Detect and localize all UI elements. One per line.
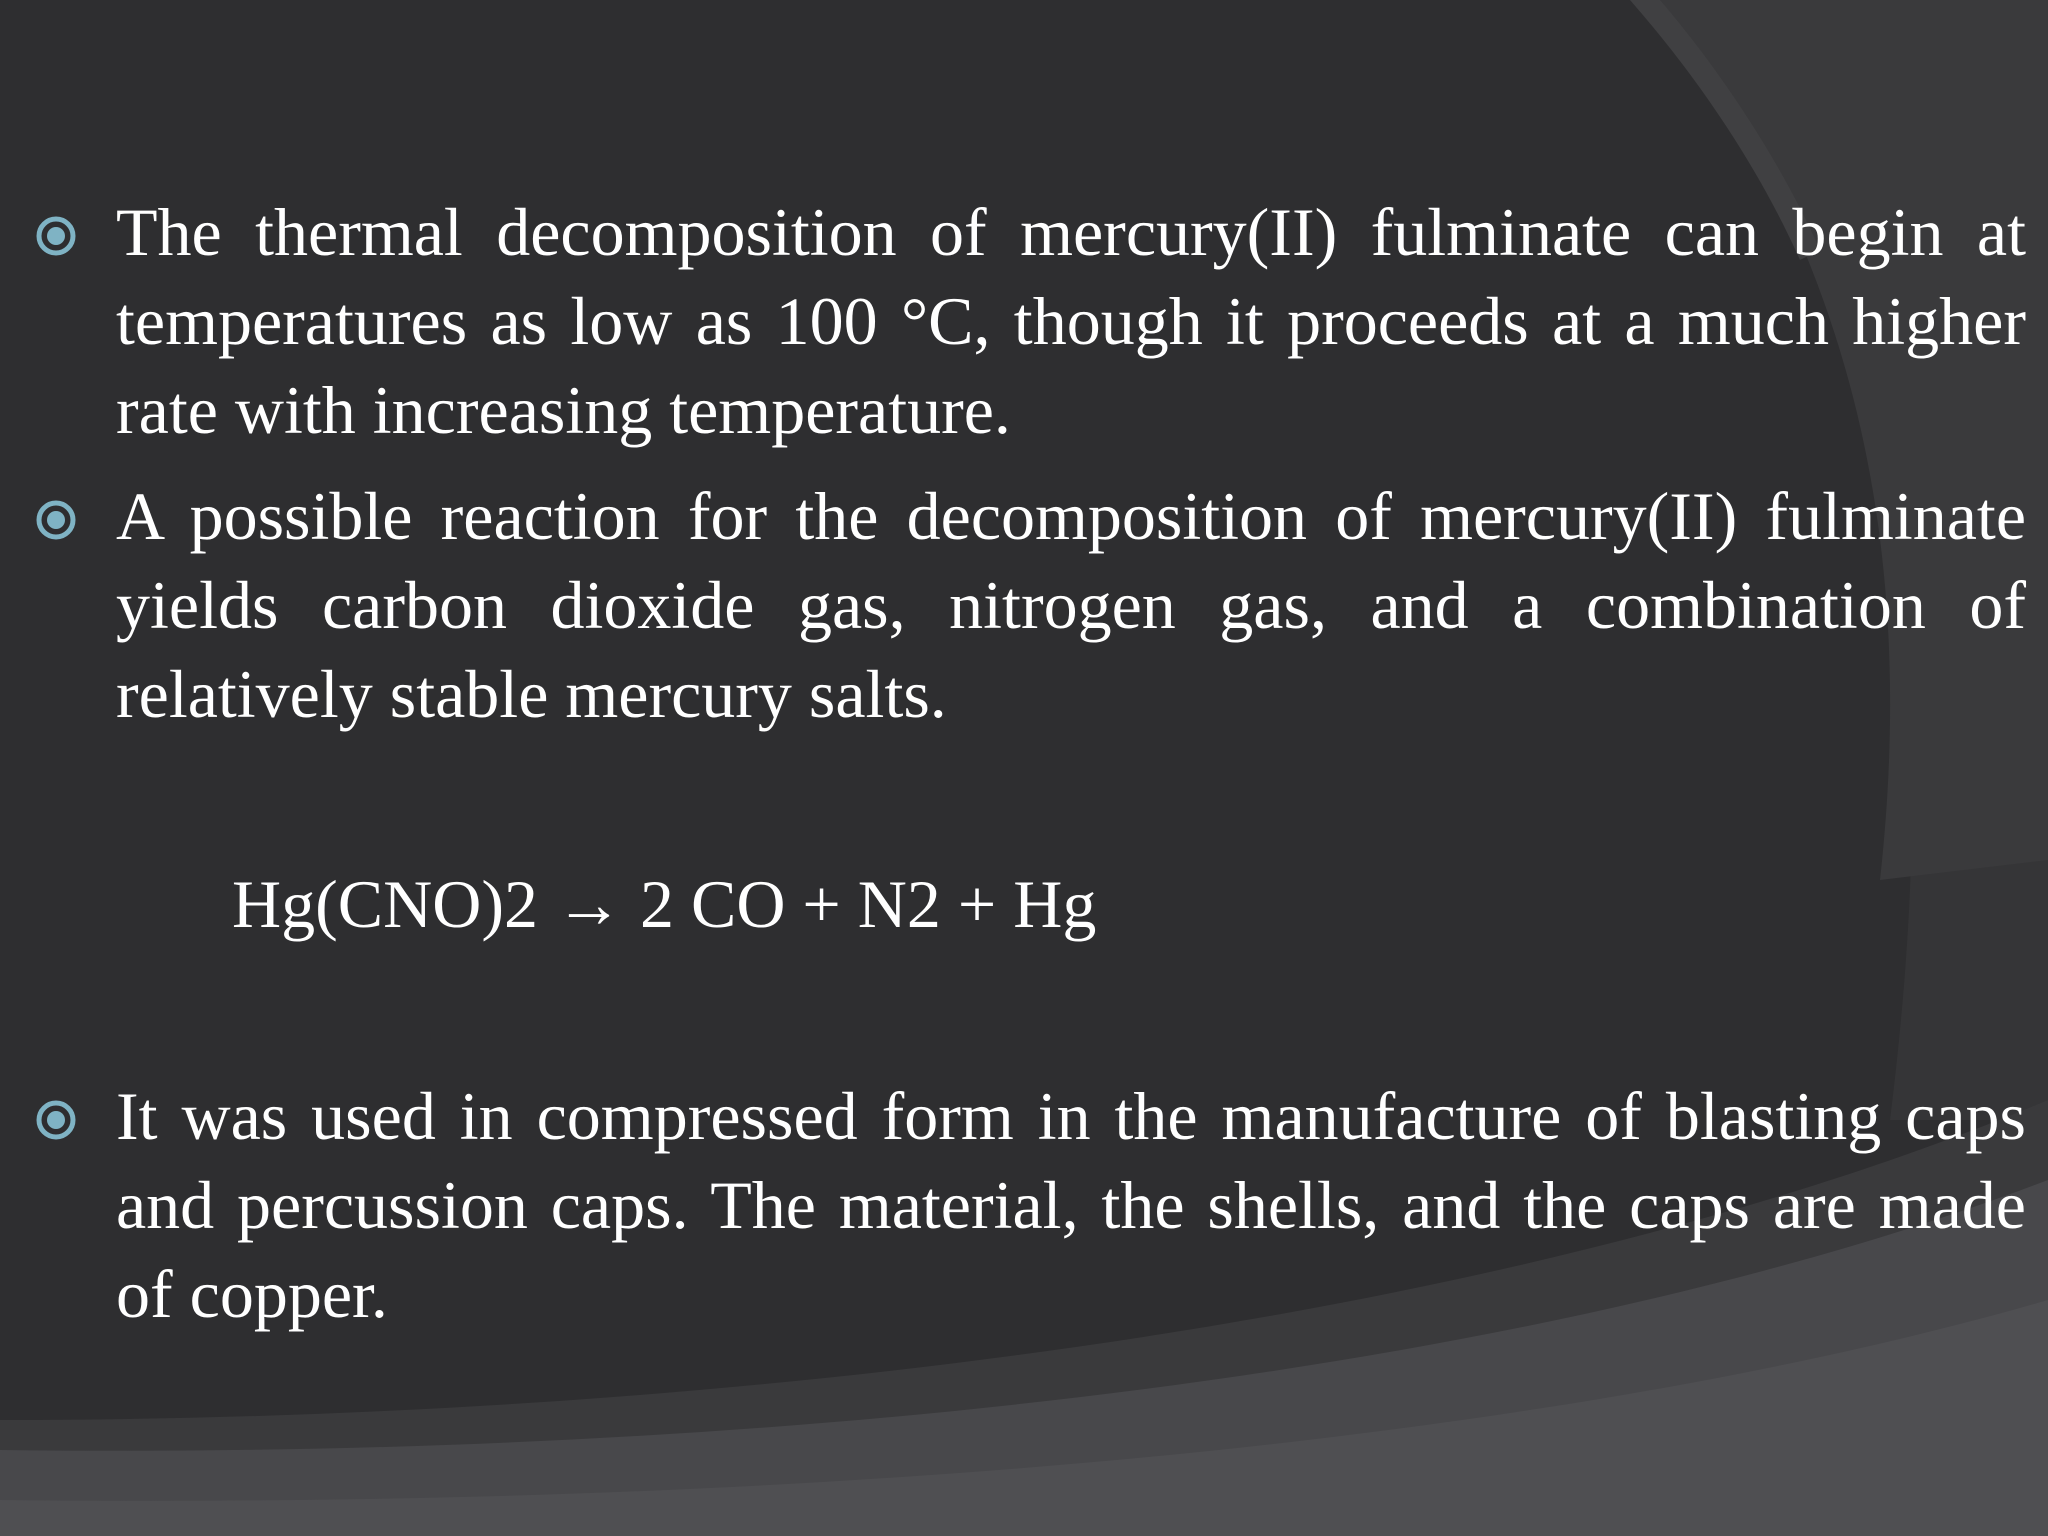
bullet-item-3: [116, 1072, 2026, 1339]
circled-dot-icon: [34, 214, 78, 258]
chemical-equation: Hg(CNO)2 → 2 CO + N2 + Hg: [232, 866, 1097, 942]
circled-dot-icon: [34, 1098, 78, 1142]
bullet-item-1: [116, 188, 2026, 455]
bullet-text-3: It was used in compressed form in the manufacture of blasting caps and percussion caps. The material, the shells, and the caps are made of copper.: [116, 1078, 2026, 1332]
bullet-item-2: [116, 472, 2026, 739]
bullet-text-2: A possible reaction for the decomposition of mercury(II) fulminate yields carbon dioxide gas, nitrogen gas, and a combination of relatively stable mercury salts.: [116, 478, 2026, 732]
bullet-text-1: The thermal decomposition of mercury(II) fulminate can begin at temperatures as low as 100 °C, though it proceeds at a much higher rate with increasing temperature.: [116, 194, 2026, 448]
circled-dot-icon: [34, 498, 78, 542]
